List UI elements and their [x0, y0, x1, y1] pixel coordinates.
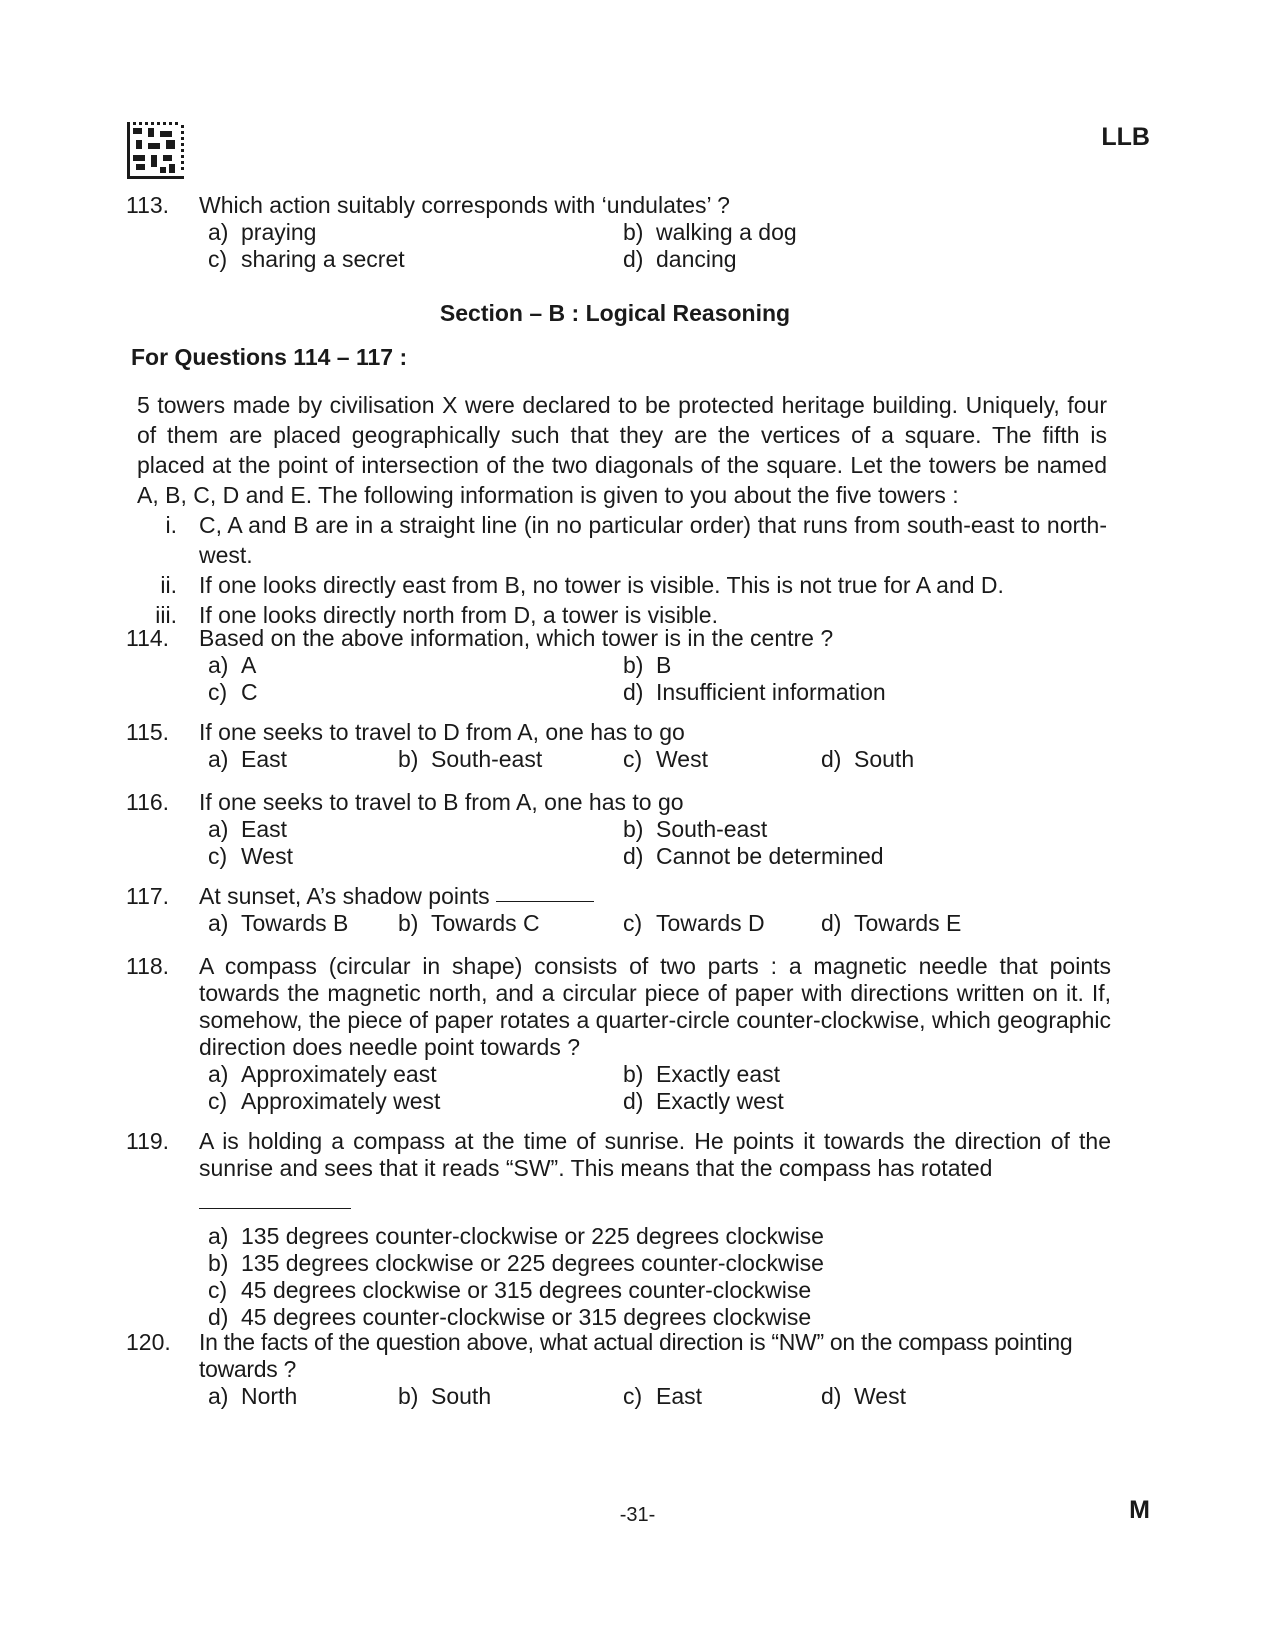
option-d: d) dancing [623, 246, 737, 272]
options [208, 746, 1111, 773]
option-d: d) South [821, 746, 915, 772]
question-120 [126, 1329, 1111, 1410]
option-b: b) walking a dog [623, 219, 797, 245]
question-stem: A is holding a compass at the time of sunrise. He points it towards the direction of the sunrise and sees that it reads “SW”. This means that the compass has rotated [199, 1128, 1111, 1181]
section-title: Section – B : Logical Reasoning [439, 300, 791, 326]
question-stem-line [199, 883, 1111, 910]
options [208, 1061, 1111, 1115]
question-number: 117. [126, 883, 170, 909]
option-c: c) 45 degrees clockwise or 315 degrees counter-clockwise [208, 1277, 812, 1303]
option-c: c) Approximately west [208, 1088, 441, 1114]
facts-list [137, 510, 1107, 630]
datamatrix-barcode [127, 122, 184, 179]
question-number: 114. [126, 625, 170, 651]
fact-item: ii. If one looks directly east from B, no tower is visible. This is not true for A and D. [160, 572, 1004, 598]
question-number: 120. [126, 1329, 171, 1355]
question-number: 116. [126, 789, 170, 815]
answer-blank [199, 1188, 351, 1209]
option-d: d) Cannot be determined [623, 843, 884, 869]
option-a: a) Towards B [208, 910, 349, 936]
options [208, 910, 1111, 937]
option-c: c) East [623, 1383, 703, 1409]
options [208, 1223, 1111, 1331]
option-b: b) Towards C [398, 910, 540, 936]
option-b: b) Exactly east [623, 1061, 780, 1087]
option-d: d) Exactly west [623, 1088, 784, 1114]
options [208, 219, 1111, 273]
question-114 [126, 625, 1111, 706]
option-a: a) Approximately east [208, 1061, 437, 1087]
option-a: a) East [208, 816, 288, 842]
series-code: M [1129, 1496, 1150, 1524]
option-c: c) Towards D [623, 910, 765, 936]
question-number: 113. [126, 192, 170, 218]
page-number: -31- [619, 1504, 656, 1526]
question-116 [126, 789, 1111, 870]
option-a: a) A [208, 652, 257, 678]
options [208, 816, 1111, 870]
question-115 [126, 719, 1111, 773]
option-c: c) West [208, 843, 293, 869]
question-stem: If one seeks to travel to B from A, one has to go [199, 789, 684, 815]
option-b: b) South-east [398, 746, 543, 772]
option-a: a) East [208, 746, 288, 772]
option-b: b) South-east [623, 816, 768, 842]
question-set-title: For Questions 114 – 117 : [131, 344, 408, 370]
answer-blank [496, 885, 594, 902]
question-stem: In the facts of the question above, what actual direction is “NW” on the compass pointing towards ? [199, 1329, 1073, 1382]
options [208, 652, 1111, 706]
option-c: c) sharing a secret [208, 246, 405, 272]
options [208, 1383, 1111, 1410]
option-b: b) 135 degrees clockwise or 225 degrees counter-clockwise [208, 1250, 824, 1276]
option-d: d) West [821, 1383, 906, 1409]
option-d: d) Insufficient information [623, 679, 886, 705]
option-c: c) West [623, 746, 708, 772]
question-113 [126, 192, 1111, 273]
question-number: 115. [126, 719, 170, 745]
passage-text: 5 towers made by civilisation X were declared to be protected heritage building. Uniquely, four of them are placed geographically such that they are the vertices of a square. The fifth is placed at the point of intersection of the two diagonals of the square. Let the towers be named A, B, C, D and E. The following information is given to you about the five towers : [137, 392, 1107, 508]
question-number: 118. [126, 953, 170, 979]
option-a: a) praying [208, 219, 317, 245]
question-stem: At sunset, A’s shadow points [199, 883, 490, 909]
question-119 [126, 1128, 1111, 1331]
question-number: 119. [126, 1128, 170, 1154]
option-a: a) 135 degrees counter-clockwise or 225 degrees clockwise [208, 1223, 824, 1249]
question-stem: Which action suitably corresponds with ‘undulates’ ? [199, 192, 730, 218]
question-stem: Based on the above information, which tower is in the centre ? [199, 625, 834, 651]
passage [137, 390, 1107, 630]
option-a: a) North [208, 1383, 298, 1409]
question-stem: A compass (circular in shape) consists of two parts : a magnetic needle that points towards the magnetic north, and a circular piece of paper with directions written on it. If, somehow, the piece of paper rotates a quarter-circle counter-clockwise, which geographic direction does needle point towards ? [199, 953, 1111, 1060]
option-d: d) Towards E [821, 910, 962, 936]
question-117 [126, 883, 1111, 937]
question-118 [126, 953, 1111, 1115]
option-b: b) South [398, 1383, 492, 1409]
fact-item: i. C, A and B are in a straight line (in no particular order) that runs from south-east to north-west. [165, 512, 1107, 568]
option-c: c) C [208, 679, 258, 705]
option-d: d) 45 degrees counter-clockwise or 315 degrees clockwise [208, 1304, 812, 1330]
paper-code: LLB [1101, 123, 1150, 151]
question-stem: If one seeks to travel to D from A, one has to go [199, 719, 685, 745]
fact-item: iii. If one looks directly north from D, a tower is visible. [155, 602, 718, 628]
option-b: b) B [623, 652, 672, 678]
